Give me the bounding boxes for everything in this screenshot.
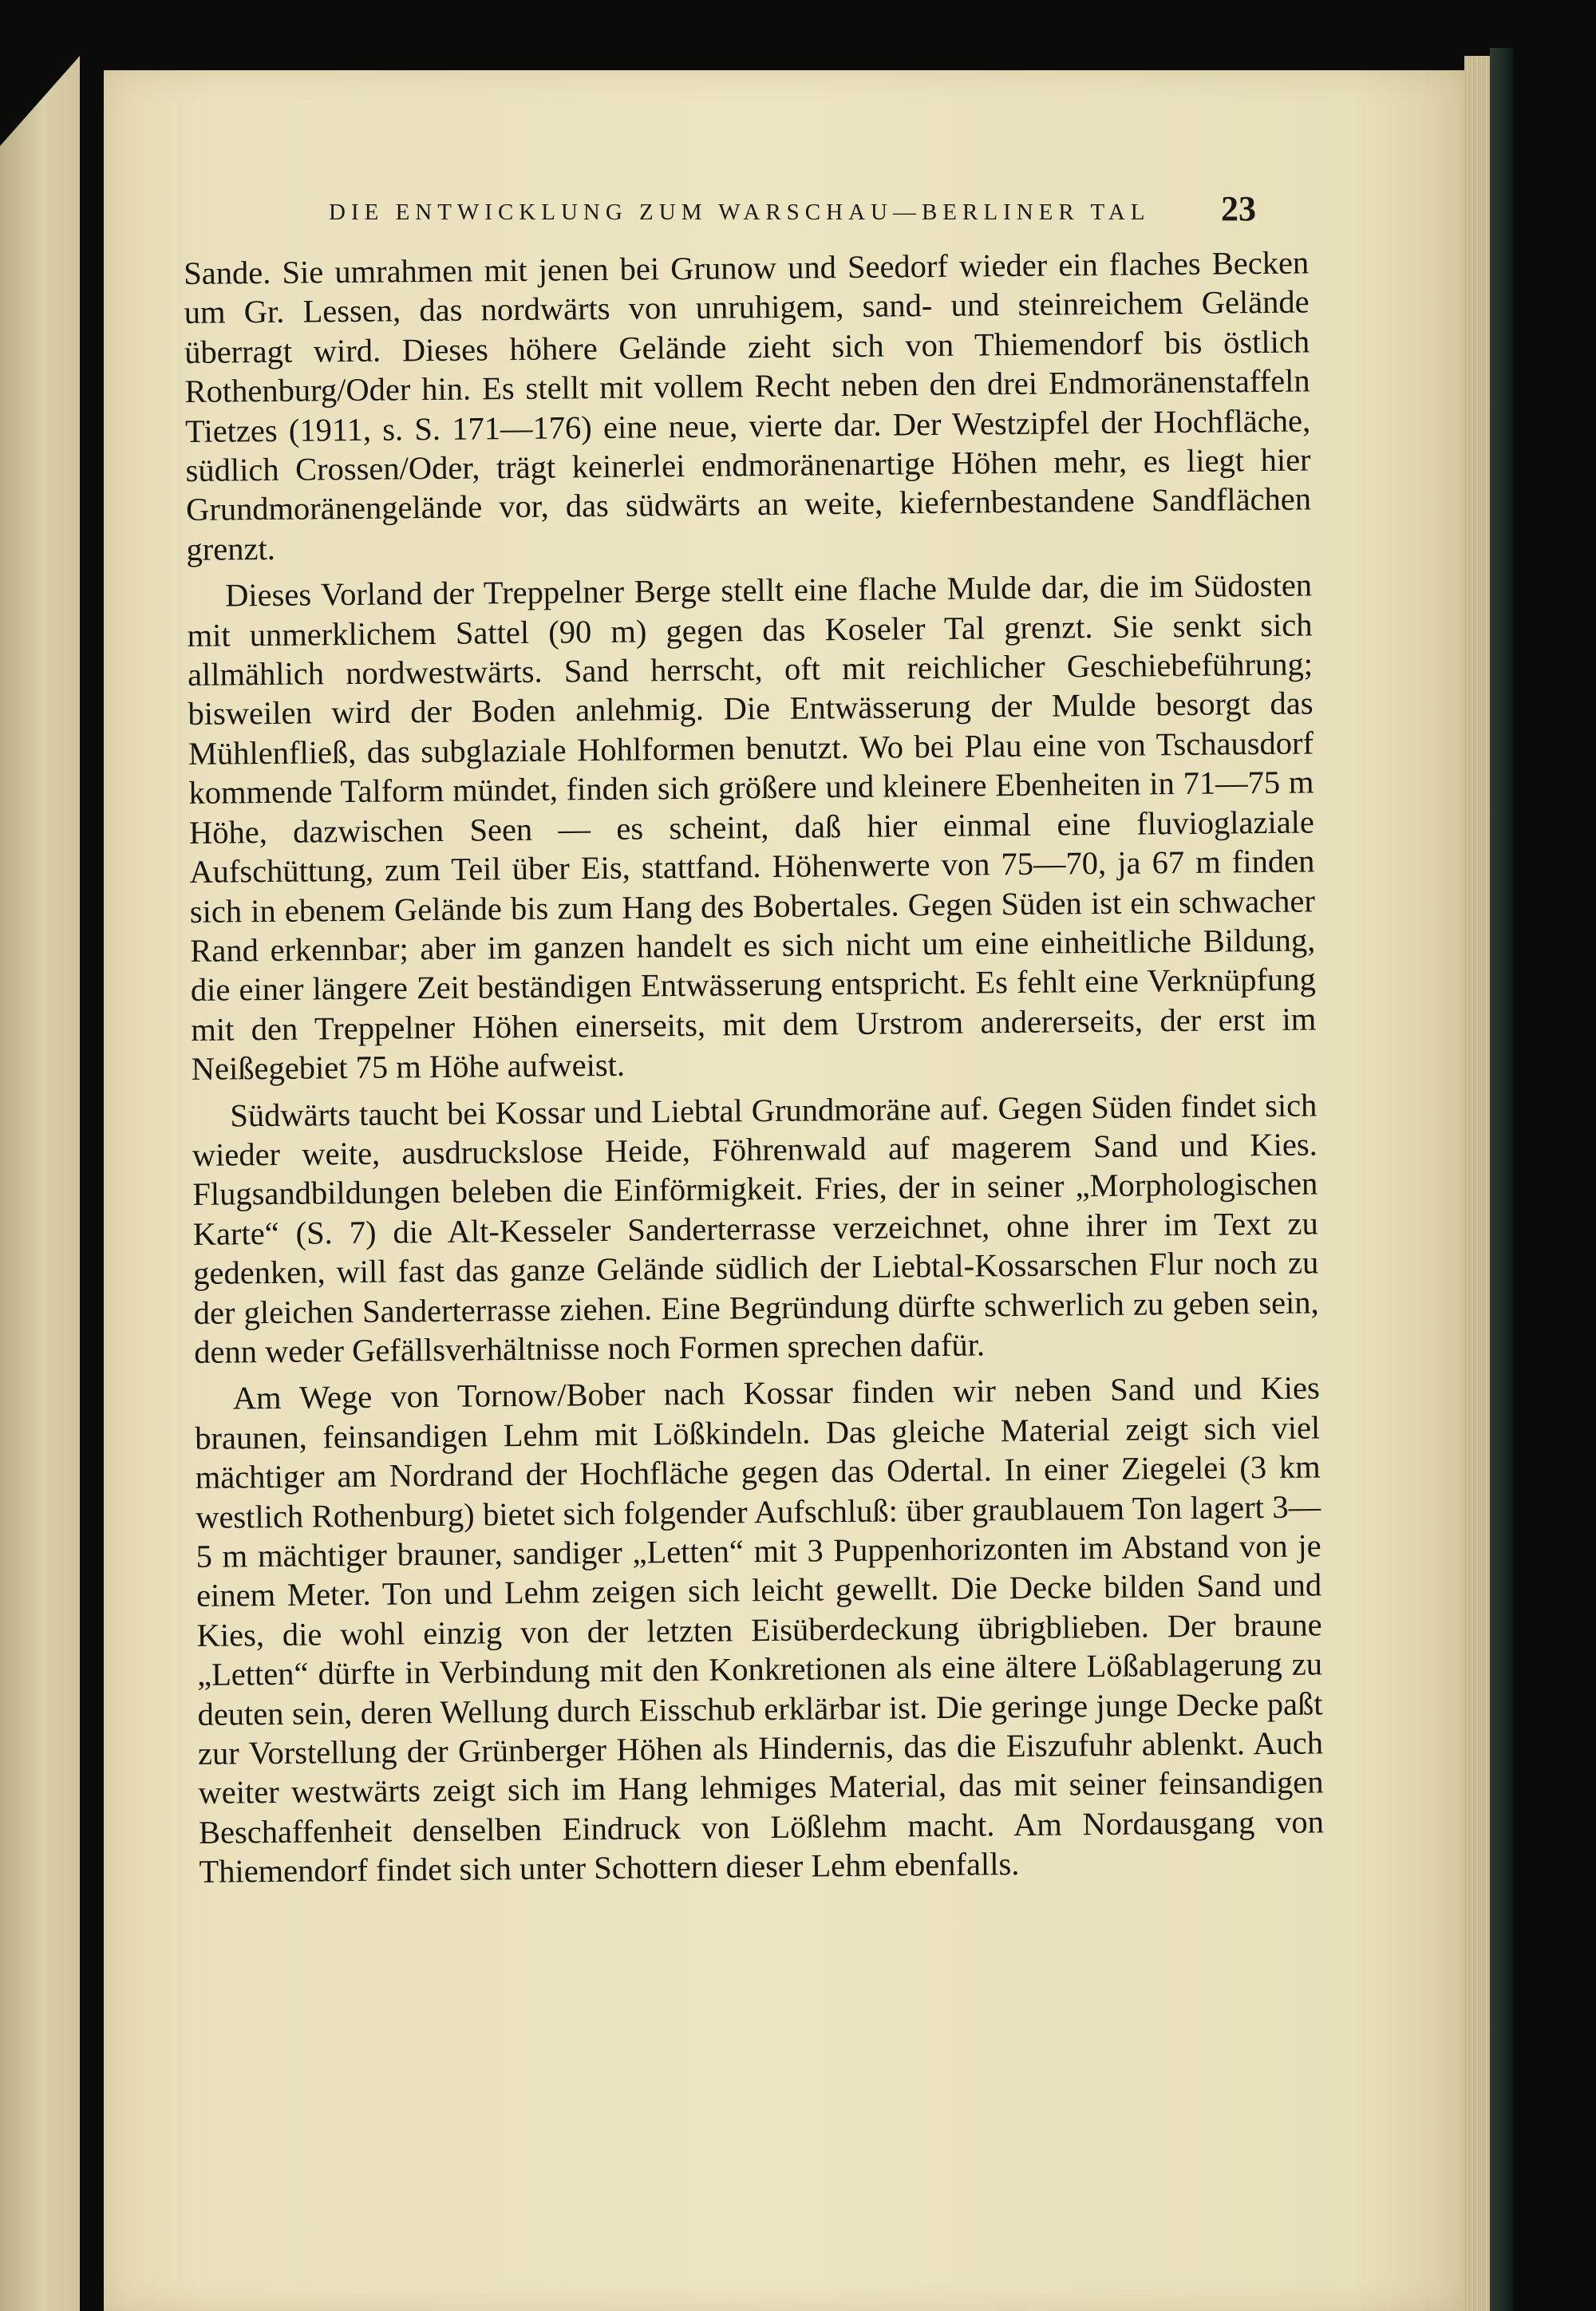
- page-block-edges: [1464, 56, 1490, 2311]
- paragraph-3: Südwärts taucht bei Kossar und Liebtal Grundmoräne auf. Gegen Süden findet sich wieder weite, ausdruckslose Heide, Föhrenwald auf magerem Sand und Kies. Flugsandbildungen beleben die Einförmigkeit. Fries, der in seiner „Morphologischen Karte“ (S. 7) die Alt-Kesseler Sanderterrasse verzeichnet, ohne ihrer im Text zu gedenken, will fast das ganze Gelände südlich der Liebtal-Kossarschen Flur noch zu der gleichen Sanderterrasse ziehen. Eine Begründung dürfte schwerlich zu geben sein, denn weder Gefällsverhältnisse noch Formen sprechen dafür.: [192, 1086, 1319, 1370]
- body-text: [184, 243, 1325, 1898]
- page-number: 23: [1221, 189, 1256, 228]
- facing-page-edge: [0, 56, 80, 2311]
- book-cover-edge: [1490, 48, 1514, 2311]
- paragraph-4: Am Wege von Tornow/Bober nach Kossar finden wir neben Sand und Kies braunen, feinsandigen Lehm mit Lößkindeln. Das gleiche Material zeigt sich viel mächtiger am Nordrand der Hochfläche gegen das Odertal. In einer Ziegelei (3 km westlich Rothenburg) bietet sich folgender Aufschluß: über graublauem Ton lagert 3—5 m mächtiger brauner, sandiger „Letten“ mit 3 Puppenhorizonten im Abstand von je einem Meter. Ton und Lehm zeigen sich leicht gewellt. Die Decke bilden Sand und Kies, die wohl einzig von der letzten Eisüberdeckung übrigblieben. Der braune „Letten“ dürfte in Verbindung mit den Konkretionen als eine ältere Lößablagerung zu deuten sein, deren Wellung durch Eisschub erklärbar ist. Die geringe junge Decke paßt zur Vorstellung der Grünberger Höhen als Hindernis, das die Eiszufuhr ablenkt. Auch weiter westwärts zeigt sich im Hang lehmiges Material, das mit seiner feinsandigen Beschaffenheit denselben Eindruck von Lößlehm macht. Am Nordausgang von Thiemendorf findet sich unter Schottern dieser Lehm ebenfalls.: [195, 1369, 1325, 1890]
- paragraph-2: Dieses Vorland der Treppelner Berge stellt eine flache Mulde dar, die im Südosten mit unmerklichem Sattel (90 m) gegen das Koseler Tal grenzt. Sie senkt sich allmählich nordwestwärts. Sand herrscht, oft mit reichlicher Geschiebeführung; bisweilen wird der Boden anlehmig. Die Entwässerung der Mulde besorgt das Mühlenfließ, das subglaziale Hohlformen benutzt. Wo bei Plau eine von Tschausdorf kommende Talform mündet, finden sich größere und kleinere Ebenheiten in 71—75 m Höhe, dazwischen Seen — es scheint, daß hier einmal eine fluvioglaziale Aufschüttung, zum Teil über Eis, stattfand. Höhenwerte von 75—70, ja 67 m finden sich in ebenem Gelände bis zum Hang des Bobertales. Gegen Süden ist ein schwacher Rand erkennbar; aber im ganzen handelt es sich nicht um eine einheitliche Bildung, die einer längere Zeit beständigen Entwässerung entspricht. Es fehlt eine Verknüpfung mit den Treppelner Höhen einerseits, mit dem Urstrom andererseits, der erst im Neißegebiet 75 m Höhe aufweist.: [187, 567, 1317, 1088]
- paragraph-1: Sande. Sie umrahmen mit jenen bei Grunow und Seedorf wieder ein flaches Becken um Gr. Lessen, das nordwärts von unruhigem, sand- und steinreichem Gelände überragt wird. Dieses höhere Gelände zieht sich von Thiemendorf bis östlich Rothenburg/Oder hin. Es stellt mit vollem Recht neben den drei Endmoränenstaffeln Tietzes (1911, s. S. 171—176) eine neue, vierte dar. Der Westzipfel der Hochfläche, südlich Crossen/Oder, trägt keinerlei endmoränenartige Höhen mehr, es liegt hier Grundmoränengelände vor, das südwärts an weite, kiefernbestandene Sandflächen grenzt.: [184, 244, 1312, 567]
- running-head: DIE ENTWICKLUNG ZUM WARSCHAU—BERLINER TAL: [329, 199, 1151, 225]
